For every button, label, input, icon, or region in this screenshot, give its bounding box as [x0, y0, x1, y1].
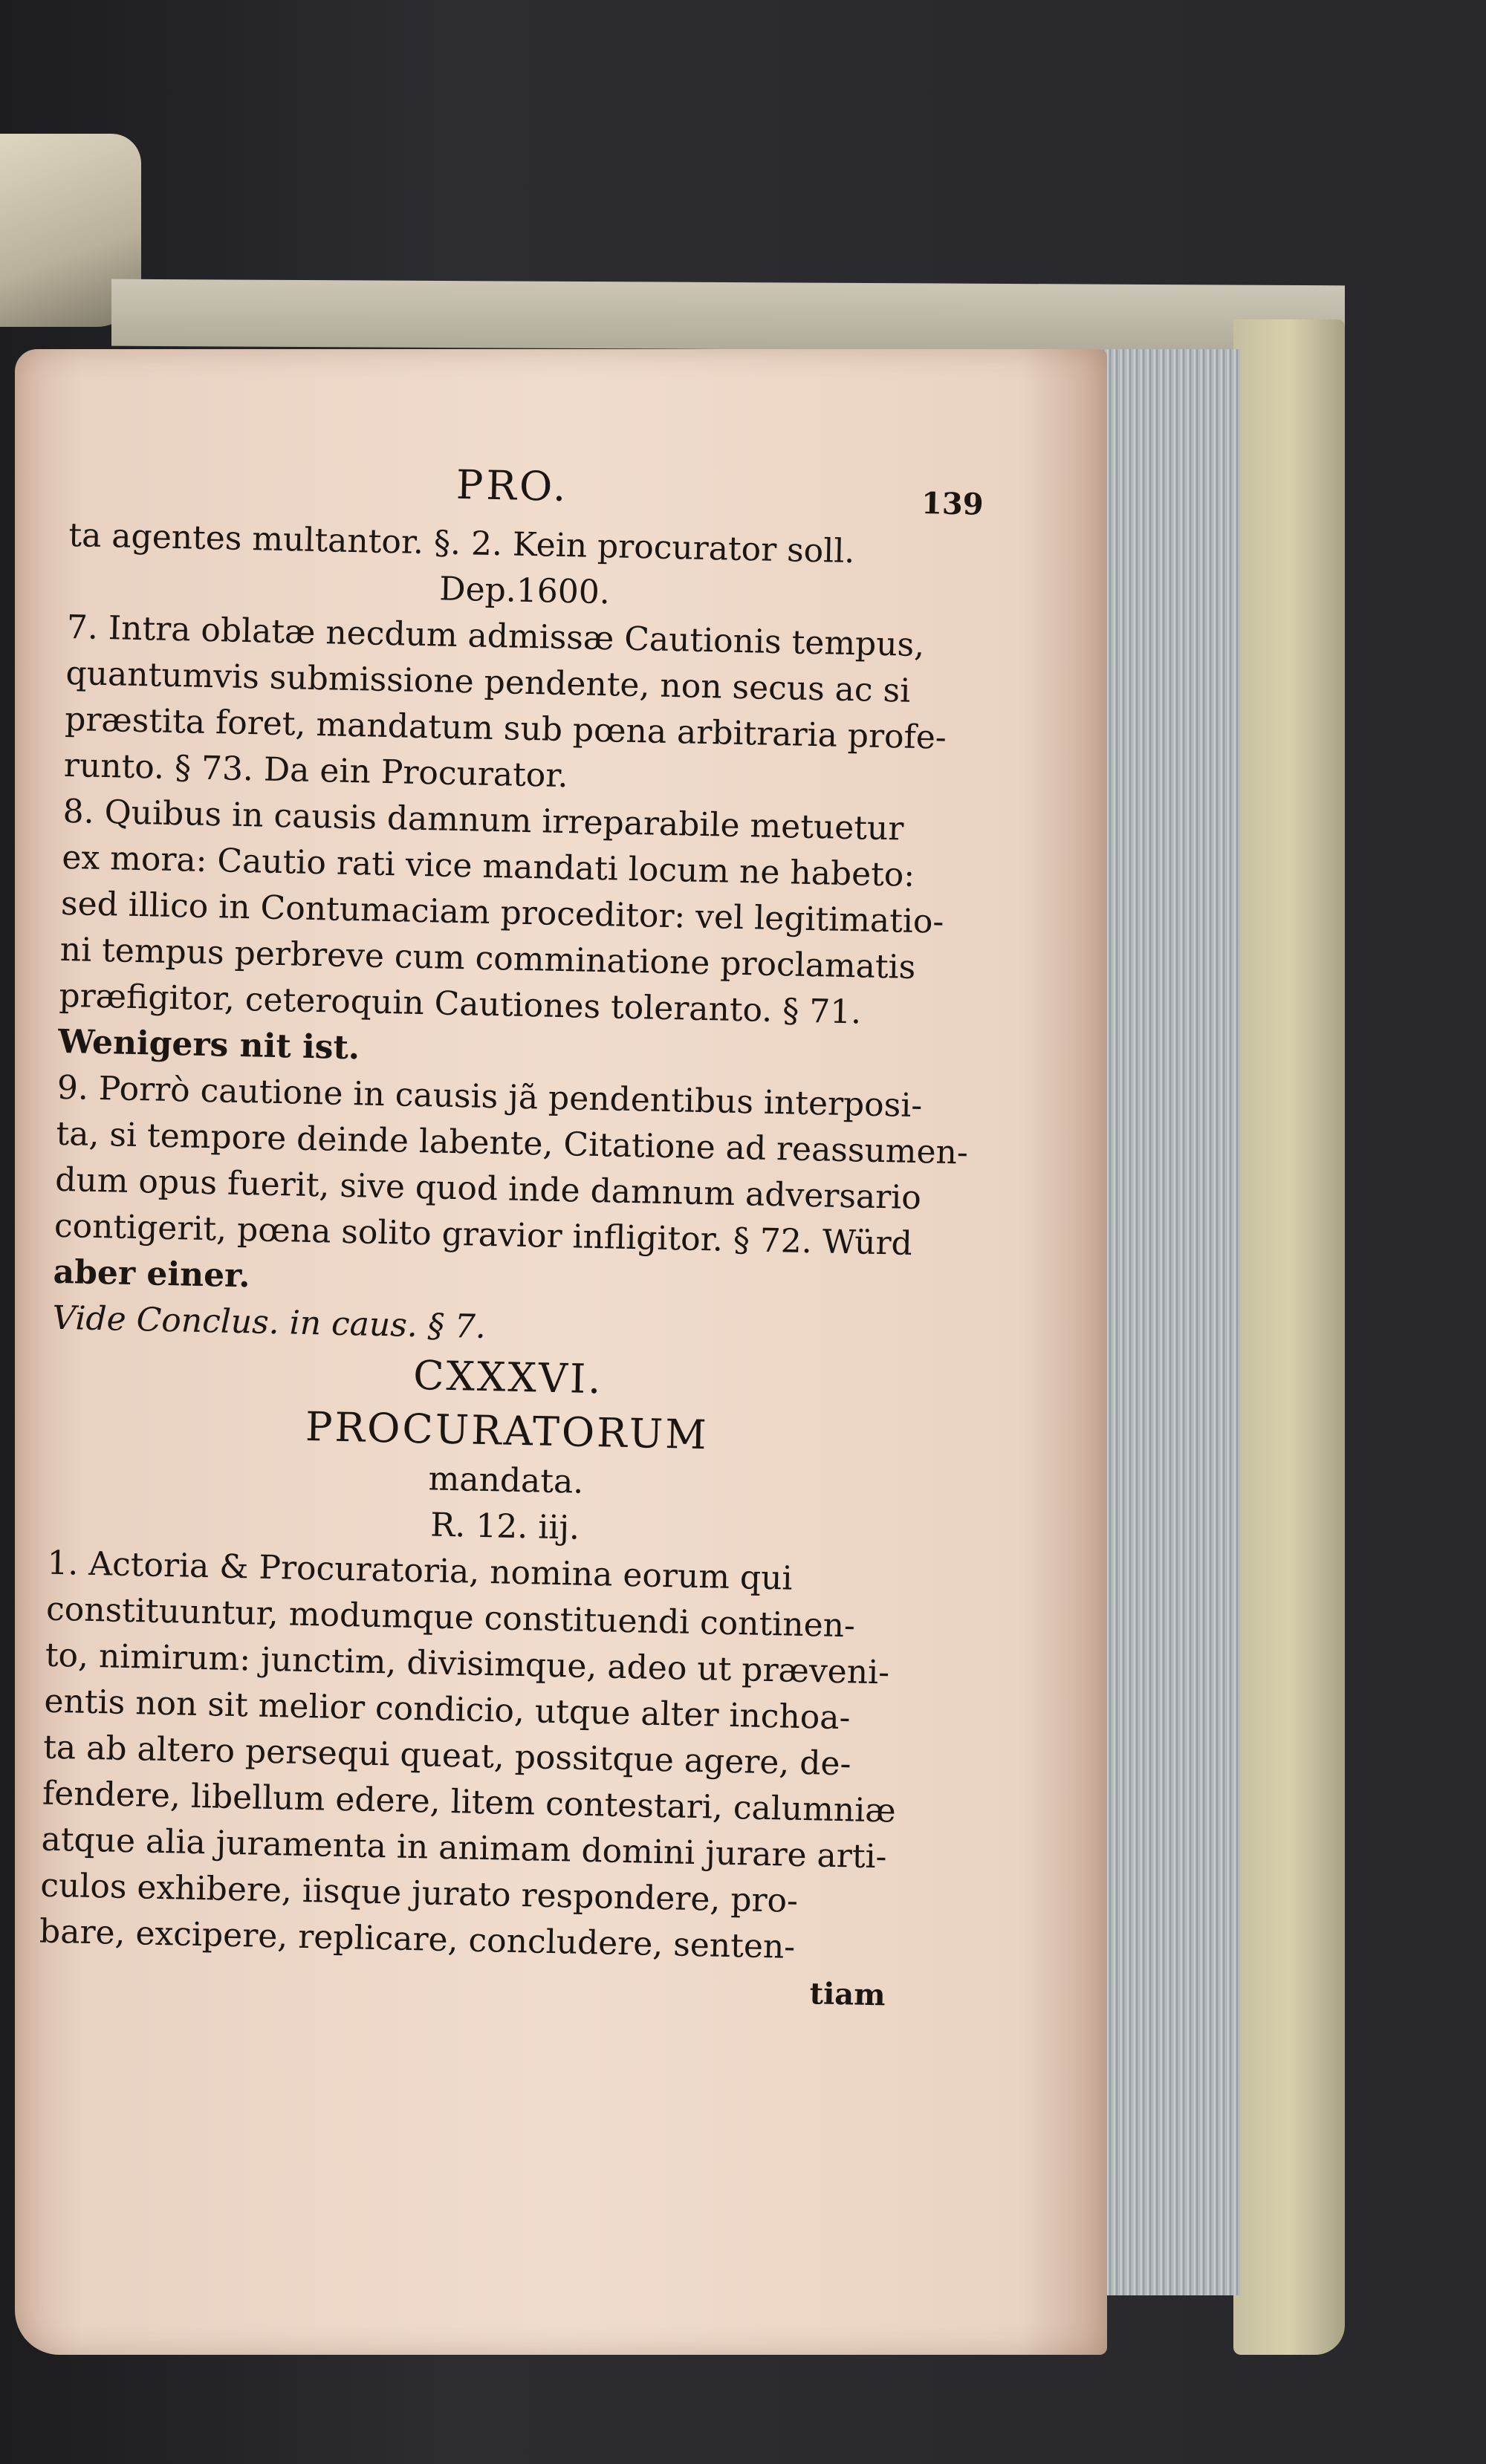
text-line: culos exhibere, iisque jurato respondere, pro-: [39, 1866, 799, 1920]
section-title: PROCURATORUM: [305, 1402, 710, 1459]
text-line: ta, si tempore deinde labente, Citatione ad reassumen-: [56, 1114, 969, 1172]
text-line: runto. § 73. Da ein Procurator.: [63, 746, 569, 796]
text-line: Dep.1600.: [438, 570, 611, 612]
page-text: [38, 446, 984, 2020]
book-cover-right-edge: [1233, 319, 1345, 2355]
text-line: 7. Intra oblatæ necdum admissæ Cautionis tempus,: [66, 608, 925, 665]
running-head: PRO.: [455, 461, 569, 511]
section-reference: R. 12. iij.: [429, 1506, 580, 1547]
text-line: ex mora: Cautio rati vice mandati locum ne habeto:: [61, 838, 915, 894]
book-cover-top-edge: [111, 279, 1345, 353]
text-line: Wenigers nit ist.: [57, 1022, 360, 1067]
text-line: ta agentes multantor. §. 2. Kein procurator soll.: [68, 516, 855, 571]
page-edges: [1092, 349, 1241, 2295]
text-line: constituuntur, modumque constituendi continen-: [45, 1590, 856, 1645]
text-line: dum opus fuerit, sive quod inde damnum adversario: [54, 1160, 922, 1218]
text-line: 1. Actoria & Procuratoria, nomina eorum qui: [46, 1544, 794, 1598]
catchword: tiam: [809, 1976, 886, 2013]
section-subtitle: mandata.: [428, 1460, 584, 1501]
text-line: bare, excipere, replicare, concludere, senten-: [39, 1912, 796, 1966]
text-line: atque alia juramenta in animam domini jurare arti-: [41, 1820, 888, 1876]
text-line: ta ab altero persequi queat, possitque agere, de-: [42, 1728, 851, 1784]
text-line: præfigitor, ceteroquin Cautiones toleranto. § 71.: [58, 976, 862, 1032]
text-line: ni tempus perbreve cum comminatione proclamatis: [59, 930, 916, 986]
text-line: Vide Conclus. in caus. § 7.: [51, 1298, 487, 1346]
text-line: to, nimirum: junctim, divisimque, adeo ut præveni-: [45, 1636, 890, 1692]
page-number: 139: [921, 486, 984, 522]
text-line: fendere, libellum edere, litem contestari, calumniæ: [42, 1774, 897, 1830]
text-line: 8. Quibus in causis damnum irreparabile metuetur: [62, 792, 904, 848]
text-line: sed illico in Contumaciam proceditor: vel legitimatio-: [60, 884, 944, 941]
text-line: 9. Porrò cautione in causis jã pendentibus interposi-: [56, 1068, 923, 1125]
text-line: quantumvis submissione pendente, non secus ac si: [65, 654, 911, 710]
section-number: CXXXVI.: [412, 1351, 604, 1403]
text-line: aber einer.: [53, 1252, 251, 1296]
text-line: entis non sit melior condicio, utque alter inchoa-: [44, 1682, 851, 1738]
text-line: præstita foret, mandatum sub pœna arbitraria profe-: [64, 700, 947, 757]
text-line: contigerit, pœna solito gravior infligitor. § 72. Würd: [53, 1206, 913, 1263]
